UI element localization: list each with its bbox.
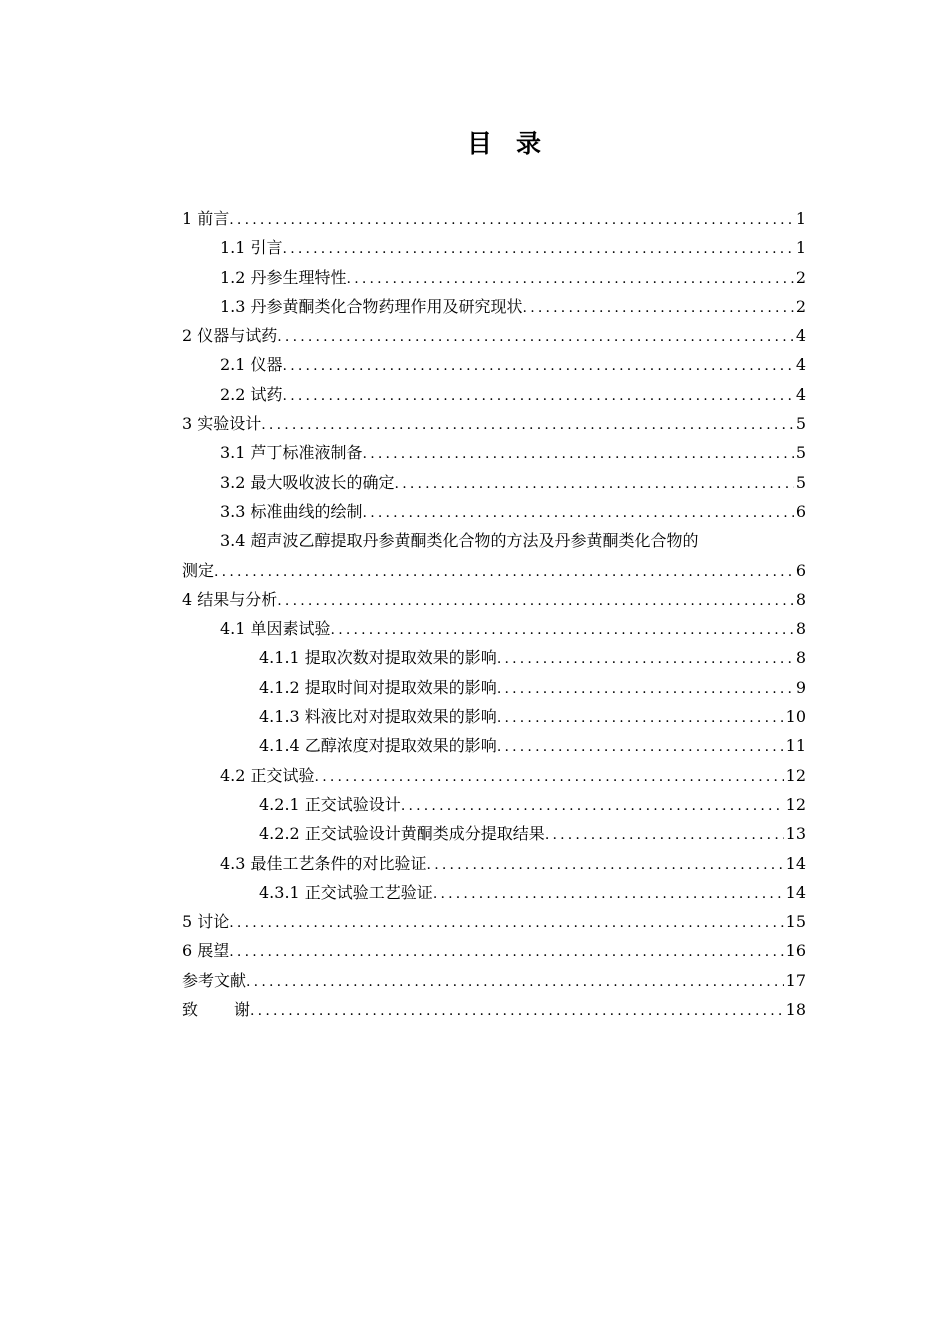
toc-entry[interactable]: [182, 468, 806, 497]
toc-entry[interactable]: [182, 585, 806, 614]
title-char-2: 录: [516, 129, 544, 158]
dot-leader: [315, 763, 784, 792]
dot-leader: [427, 851, 784, 880]
toc-entry[interactable]: [182, 263, 806, 292]
toc-entry-page-number: 14: [785, 853, 806, 873]
toc-entry-label: 2 仪器与试药: [182, 326, 278, 346]
toc-entry-page-number: 4: [795, 355, 806, 375]
toc-entry-page-number: 4: [795, 326, 806, 346]
table-of-contents: [182, 204, 806, 1024]
toc-entry-label: 3.2 最大吸收波长的确定: [220, 472, 395, 492]
dot-leader: [283, 235, 794, 264]
page-title: [0, 124, 950, 160]
dot-leader: [229, 938, 783, 967]
toc-entry[interactable]: [182, 292, 806, 321]
toc-entry-label: 4 结果与分析: [182, 589, 278, 609]
dot-leader: [497, 645, 794, 674]
dot-leader: [246, 968, 784, 997]
dot-leader: [363, 440, 794, 469]
toc-entry[interactable]: [182, 438, 806, 467]
dot-leader: [401, 792, 784, 821]
dot-leader: [433, 880, 784, 909]
dot-leader: [545, 821, 784, 850]
toc-entry-label: 4.2 正交试验: [220, 765, 315, 785]
toc-entry-label: 4.2.2 正交试验设计黄酮类成分提取结果: [259, 824, 545, 844]
toc-entry[interactable]: [182, 849, 806, 878]
dot-leader: [214, 558, 794, 587]
toc-entry-page-number: 10: [785, 707, 806, 727]
toc-entry-label-part: 致: [182, 1000, 199, 1020]
toc-entry[interactable]: [182, 819, 806, 848]
toc-entry-label: 4.1 单因素试验: [220, 619, 331, 639]
toc-entry[interactable]: [182, 233, 806, 262]
toc-entry[interactable]: [182, 907, 806, 936]
toc-entry-page-number: 5: [795, 414, 806, 434]
dot-leader: [347, 265, 794, 294]
toc-entry[interactable]: [182, 556, 806, 585]
toc-entry-page-number: 17: [785, 970, 806, 990]
toc-entry[interactable]: [182, 995, 806, 1024]
toc-entry[interactable]: [182, 204, 806, 233]
toc-entry-label: 1 前言: [182, 209, 230, 228]
dot-leader: [497, 733, 784, 762]
toc-entry-page-number: 5: [795, 472, 806, 492]
toc-entry[interactable]: [182, 936, 806, 965]
dot-leader: [283, 352, 794, 381]
title-char-1: 目: [466, 129, 494, 158]
dot-leader: [250, 997, 784, 1026]
toc-entry-page-number: 2: [795, 267, 806, 287]
dot-leader: [497, 704, 784, 733]
toc-entry-page-number: 9: [795, 677, 806, 697]
toc-entry-page-number: 12: [785, 765, 806, 785]
toc-entry-label: 4.3 最佳工艺条件的对比验证: [220, 853, 427, 873]
toc-entry-page-number: 12: [785, 794, 806, 814]
toc-entry-label: 3 实验设计: [182, 414, 262, 434]
toc-entry-page-number: 6: [795, 560, 806, 580]
toc-entry[interactable]: [182, 790, 806, 819]
toc-entry-page-number: 8: [795, 648, 806, 668]
dot-leader: [277, 323, 794, 352]
toc-entry-label: 2.1 仪器: [220, 355, 283, 375]
toc-entry-page-number: 14: [785, 882, 806, 902]
dot-leader: [229, 206, 794, 235]
toc-entry-page-number: 2: [795, 296, 806, 316]
toc-entry[interactable]: [182, 966, 806, 995]
dot-leader: [523, 294, 794, 323]
toc-entry-label: 5 讨论: [182, 912, 230, 932]
toc-entry-page-number: 16: [785, 941, 806, 961]
toc-entry-label: 6 展望: [182, 941, 230, 961]
toc-entry-page-number: 5: [795, 443, 806, 463]
dot-leader: [277, 587, 794, 616]
toc-entry-page-number: 11: [785, 736, 806, 756]
toc-entry-label: [182, 995, 250, 1024]
toc-entry-page-number: 8: [795, 619, 806, 639]
toc-entry-label: 2.2 试药: [220, 384, 283, 404]
toc-entry-label-part: 谢: [234, 1000, 251, 1020]
toc-entry-label: 测定: [182, 560, 215, 580]
toc-entry-label: 1.2 丹参生理特性: [220, 267, 347, 287]
dot-leader: [283, 382, 794, 411]
toc-entry-page-number: 15: [785, 912, 806, 932]
toc-entry[interactable]: [182, 643, 806, 672]
toc-entry-page-number: 6: [795, 501, 806, 521]
toc-entry-page-number: 13: [785, 824, 806, 844]
toc-entry-page-number: 1: [795, 209, 806, 228]
dot-leader: [497, 675, 794, 704]
toc-entry[interactable]: [182, 761, 806, 790]
toc-entry[interactable]: [182, 497, 806, 526]
toc-entry-label: 4.3.1 正交试验工艺验证: [259, 882, 433, 902]
dot-leader: [395, 470, 794, 499]
toc-entry-label: 4.1.4 乙醇浓度对提取效果的影响: [259, 736, 497, 756]
toc-entry[interactable]: [182, 380, 806, 409]
toc-entry-label: 3.1 芦丁标准液制备: [220, 443, 363, 463]
toc-entry-page-number: 4: [795, 384, 806, 404]
dot-leader: [261, 411, 794, 440]
dot-leader: [331, 616, 794, 645]
toc-entry-label: 1.1 引言: [220, 238, 283, 258]
toc-entry-label: 4.2.1 正交试验设计: [259, 794, 401, 814]
toc-entry[interactable]: [182, 350, 806, 379]
toc-entry-label: 4.1.2 提取时间对提取效果的影响: [259, 677, 497, 697]
toc-entry-page-number: 1: [795, 238, 806, 258]
toc-entry[interactable]: [182, 878, 806, 907]
toc-entry-label: 4.1.3 料液比对对提取效果的影响: [259, 707, 497, 727]
toc-entry[interactable]: [182, 673, 806, 702]
dot-leader: [363, 499, 794, 528]
toc-entry[interactable]: [182, 409, 806, 438]
toc-entry[interactable]: [182, 702, 806, 731]
toc-entry[interactable]: [182, 321, 806, 350]
toc-entry-line1[interactable]: 3.4 超声波乙醇提取丹参黄酮类化合物的方法及丹参黄酮类化合物的: [220, 531, 699, 551]
dot-leader: [229, 909, 783, 938]
toc-entry-label: 4.1.1 提取次数对提取效果的影响: [259, 648, 497, 668]
toc-entry-label: 3.3 标准曲线的绘制: [220, 501, 363, 521]
toc-entry[interactable]: [182, 614, 806, 643]
toc-entry-label: 参考文献: [182, 970, 247, 990]
toc-entry-label: 1.3 丹参黄酮类化合物药理作用及研究现状: [220, 296, 523, 316]
toc-entry-page-number: 8: [795, 589, 806, 609]
toc-entry-page-number: 18: [785, 1000, 806, 1020]
toc-entry[interactable]: [182, 731, 806, 760]
